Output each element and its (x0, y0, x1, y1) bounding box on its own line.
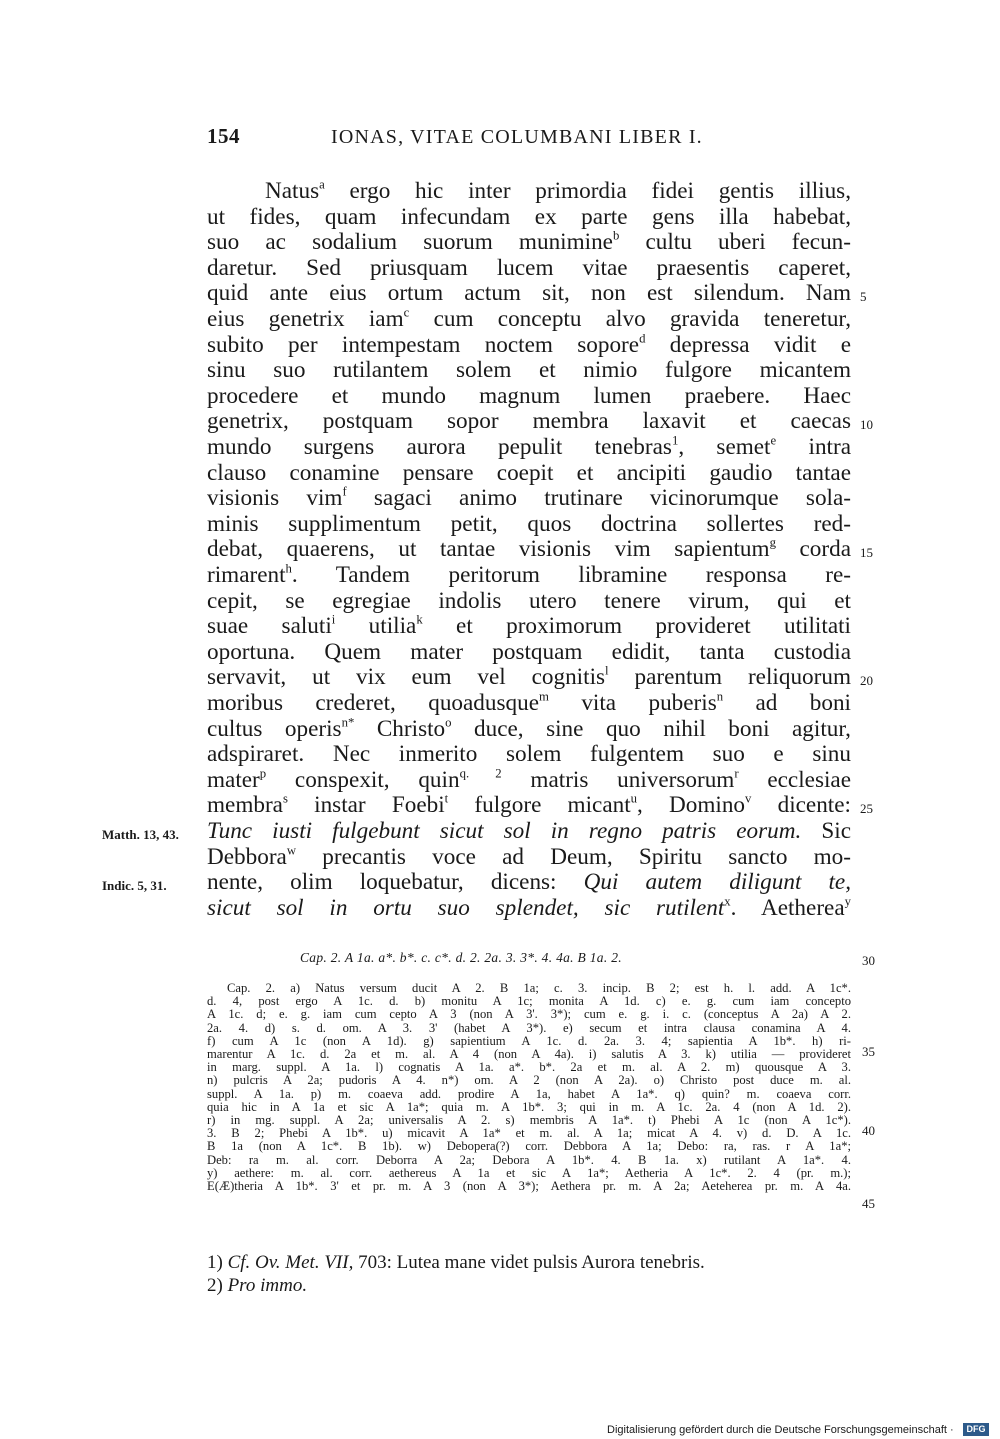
margin-reference: Matth. 13, 43. (102, 827, 179, 842)
note-marker: v (745, 791, 752, 806)
text-run: cum conceptu alvo gravida teneretur, (409, 306, 851, 332)
apparatus-line: Deb: ra m. al. corr. Deborra A 2a; Debora A 1b*. 4. B 1a. x) rutilant A 1a*. 4. (207, 1152, 851, 1167)
note-marker: f (342, 484, 347, 499)
text-run: moribus crederet, quoadusque (207, 690, 539, 716)
note-marker: e (770, 433, 777, 448)
text-run: membra (207, 792, 283, 819)
text-run: Christo (354, 715, 446, 742)
text-line (207, 512, 851, 538)
quotation: Qui autem diligunt te, (583, 869, 852, 896)
text-run: vita puberis (548, 690, 717, 716)
text-run: . Tandem peritorum libramine responsa re- (291, 562, 851, 588)
text-run: cultu uberi fecun- (619, 229, 851, 256)
apparatus-line: in marg. suppl. A 1a. l) cognatis A 1a. a*. b*. 2a et m. al. A 2. m) quousque A 3. (207, 1060, 851, 1075)
text-run: quid ante eius ortum actum sit, non est silendum. Nam (207, 280, 851, 307)
apparatus-line: quia hic in A 1a et sic A 1a*; quia m. A 1b*. 3; qui in m. A 1c. 2a. 4 (non A 1d. 2). (207, 1099, 851, 1114)
note-marker: i (331, 612, 336, 627)
page-number: 154 (207, 124, 240, 148)
apparatus-line-number: 30 (862, 953, 875, 968)
note-marker: h (285, 561, 292, 576)
apparatus-line-number: 35 (862, 1044, 875, 1059)
footnote (207, 1275, 307, 1297)
text-run: suae saluti (207, 613, 332, 640)
running-title: IONAS, VITAE COLUMBANI LIBER I. (331, 126, 703, 148)
note-marker: s (282, 791, 288, 806)
text-run: Natus (265, 178, 320, 204)
note-marker: n* (341, 715, 355, 730)
text-run: sagaci animo trutinare vicinorumque sola- (346, 485, 851, 512)
text-line (207, 333, 851, 359)
note-marker: m (539, 689, 549, 704)
note-marker: a (319, 177, 325, 192)
text-line (207, 256, 851, 282)
text-run: mater (207, 766, 260, 793)
text-line (207, 281, 851, 307)
text-run: rimarent (207, 562, 286, 588)
text-run: ergo hic inter primordia fidei gentis illius, (324, 178, 851, 204)
text-run: Sic (801, 818, 851, 844)
apparatus-line: 3. B 2; Phebi A 1b*. u) micavit A 1a* et m. al. A 1a; micat A 4. v) d. D. A 1c. (207, 1126, 851, 1141)
note-marker: x (724, 894, 731, 909)
text-run: et proximorum provideret utilitati (422, 613, 851, 640)
note-marker: q. 2 (459, 766, 502, 781)
note-marker: g (769, 535, 776, 550)
note-marker: u (630, 791, 638, 806)
text-line (207, 768, 851, 794)
text-line (207, 307, 851, 333)
line-number: 5 (860, 289, 867, 305)
text-run: parentum reliquorum (608, 664, 851, 691)
quotation: Tunc iusti fulgebunt sicut sol in regno patris eorum. (207, 818, 802, 844)
note-marker: l (605, 663, 609, 678)
text-run: cultus operis (207, 715, 342, 742)
text-run: , semet (678, 434, 771, 460)
text-run: , Domino (637, 792, 746, 819)
note-marker: k (416, 612, 423, 627)
apparatus-line-number: 45 (862, 1196, 875, 1211)
apparatus-line: d. 4, post ergo A 1c. d. b) monitu A 1c; monita A 1d. c) e. g. cum iam concepto (207, 994, 851, 1009)
footnote-reference: Cf. Ov. Met. VII, (227, 1252, 354, 1273)
apparatus-line: A 1c. d; e. g. iam cum cepto A 3 (non A 3'. 3*); cum e. g. i. c. (conceptus A 2a) A 2. (207, 1007, 851, 1022)
note-marker: d (639, 331, 646, 346)
text-run: instar Foebi (287, 792, 445, 819)
apparatus-line: y) aethere: m. al. corr. aethereus A 1a et sic A 1a*; Aetheria A 1c*. 2. 4 (pr. m.); (207, 1165, 851, 1180)
apparatus-line: B 1a (non A 1c*. B 1b). w) Debopera(?) corr. Debbora A 1a; Debo: ra, ras. r A 1a*; (207, 1139, 851, 1154)
text-line (207, 461, 851, 487)
text-run: minis supplimentum petit, quos doctrina sollertes red- (207, 510, 851, 537)
text-line (207, 793, 851, 819)
text-line (207, 870, 851, 896)
text-line (207, 896, 851, 922)
apparatus-line: r) in mg. suppl. A 2a; universalis A 2. s) membris A 1a*. t) Phebi A 1c (non A 1c*). (207, 1113, 851, 1127)
text-run: daretur. Sed priusquam lucem vitae praesentis caperet, (207, 254, 851, 281)
text-line (207, 409, 851, 435)
text-run: nente, olim loquebatur, dicens: (207, 869, 584, 896)
note-marker: r (734, 766, 739, 781)
text-line (207, 691, 851, 717)
text-line (207, 230, 851, 256)
text-run: matris universorum (501, 766, 735, 793)
note-marker: y (844, 894, 851, 909)
quotation: sicut sol in ortu suo splendet, sic rutilent (207, 894, 725, 921)
text-run: subito per intempestam noctem sopore (207, 331, 640, 358)
text-line (207, 640, 851, 666)
text-run: duce, sine quo nihil boni agitur, (451, 715, 851, 742)
text-line (207, 717, 851, 743)
text-line (207, 563, 851, 589)
text-run: genetrix, postquam sopor membra laxavit et caecas (207, 408, 851, 435)
text-line (207, 589, 851, 615)
text-line (207, 179, 851, 205)
apparatus-line: f) cum A 1c (non A 1d). g) sapientium A 1c. d. 2a. 3. 4; sapientia A 1b*. h) ri- (207, 1033, 851, 1048)
text-run: oportuna. Quem mater postquam edidit, tanta custodia (207, 638, 851, 665)
note-marker: t (444, 791, 449, 806)
apparatus-line: suppl. A 1a. p) m. coaeva add. prodire A 1a, habet A 1a*. q) quin? m. coaeva corr. (207, 1086, 851, 1101)
text-run: sinu suo rutilantem solem et nimio fulgore micantem (207, 357, 851, 384)
text-line (207, 537, 851, 563)
text-run: clauso conamine pensare coepit et ancipiti gaudio tantae (207, 459, 851, 486)
text-run: Debbora (207, 843, 287, 870)
digitization-credit: Digitalisierung gefördert durch die Deutsche Forschungsgemeinschaft · (607, 1424, 954, 1436)
note-marker: 1 (671, 433, 679, 448)
text-line (207, 819, 851, 845)
text-run: servavit, ut vix eum vel cognitis (207, 664, 606, 691)
text-line (207, 742, 851, 768)
line-number: 20 (860, 673, 873, 689)
text-run: suo ac sodalium suorum munimine (207, 229, 613, 256)
manuscript-stemma: Cap. 2. A 1a. a*. b*. c. c*. d. 2. 2a. 3. 3*. 4. 4a. B 1a. 2. (300, 950, 622, 965)
text-run: procedere et mundo magnum lumen praebere. Haec (207, 382, 851, 409)
footnote-number: 1) (207, 1252, 228, 1273)
footnote-reference: Pro immo. (227, 1275, 308, 1296)
footnote (207, 1252, 705, 1274)
text-run: adspiraret. Nec inmerito solem fulgentem suo e sinu (207, 741, 851, 768)
text-line (207, 665, 851, 691)
text-run: ut fides, quam infecundam ex parte gens illa habebat, (207, 203, 851, 230)
note-marker: w (286, 843, 297, 858)
text-run: . Aetherea (730, 894, 845, 921)
text-run: fulgore micant (448, 792, 631, 819)
text-run: eius genetrix iam (207, 306, 404, 332)
text-run: ad boni (723, 690, 851, 716)
text-run: corda (775, 536, 851, 563)
text-run: intra (776, 434, 851, 460)
apparatus-line: 2a. 4. d) s. d. om. A 3. 3' (habet A 3*). e) secum et intra clausa conamina A 4. (207, 1020, 851, 1035)
note-marker: o (445, 715, 452, 730)
note-marker: n (716, 689, 724, 704)
text-line (207, 205, 851, 231)
note-marker: p (259, 766, 267, 781)
text-line (207, 435, 851, 461)
note-marker: c (403, 305, 410, 320)
text-run: dicente: (751, 792, 851, 819)
text-run: utilia (335, 613, 417, 640)
text-run: precantis voce ad Deum, Spiritu sancto mo- (296, 843, 851, 870)
note-marker: b (612, 228, 620, 243)
apparatus-line: marentur A 1c. d. 2a et m. al. A 4 (non A 4a). i) salutis A 3. k) utilia — provideret (207, 1047, 851, 1061)
text-line (207, 845, 851, 871)
footnote-text: 703: Lutea mane videt pulsis Aurora tenebris. (353, 1252, 705, 1273)
apparatus-line: Cap. 2. a) Natus versum ducit A 2. B 1a; c. 3. incip. B 2; est h. l. add. A 1c*. (227, 981, 851, 995)
footnote-number: 2) (207, 1275, 228, 1296)
dfg-logo: DFG (963, 1423, 989, 1436)
line-number: 25 (860, 801, 873, 817)
text-run: depressa vidit e (645, 331, 852, 358)
line-number: 10 (860, 417, 873, 433)
apparatus-line: E(Æ)theria A 1b*. 3' et pr. m. A 3 (non A 3*); Aethera pr. m. A 2a; Aeteherea pr. m. A 4a. (207, 1179, 851, 1193)
text-run: mundo surgens aurora pepulit tenebras (207, 434, 672, 460)
text-run: visionis vim (207, 485, 343, 512)
text-line (207, 486, 851, 512)
text-run: debat, quaerens, ut tantae visionis vim sapientum (207, 536, 770, 563)
line-number: 15 (860, 545, 873, 561)
text-line (207, 614, 851, 640)
margin-reference: Indic. 5, 31. (102, 878, 167, 894)
apparatus-line-number: 40 (862, 1123, 875, 1138)
text-run: cepit, se egregiae indolis utero tenere virum, qui et (207, 587, 851, 614)
text-run: conspexit, quin (266, 766, 460, 793)
apparatus-line: n) pulcris A 2a; pudoris A 4. n*) om. A 2 (non A 2a). o) Christo post duce m. al. (207, 1073, 851, 1088)
text-line (207, 358, 851, 384)
text-run: ecclesiae (738, 766, 852, 793)
text-line (207, 384, 851, 410)
